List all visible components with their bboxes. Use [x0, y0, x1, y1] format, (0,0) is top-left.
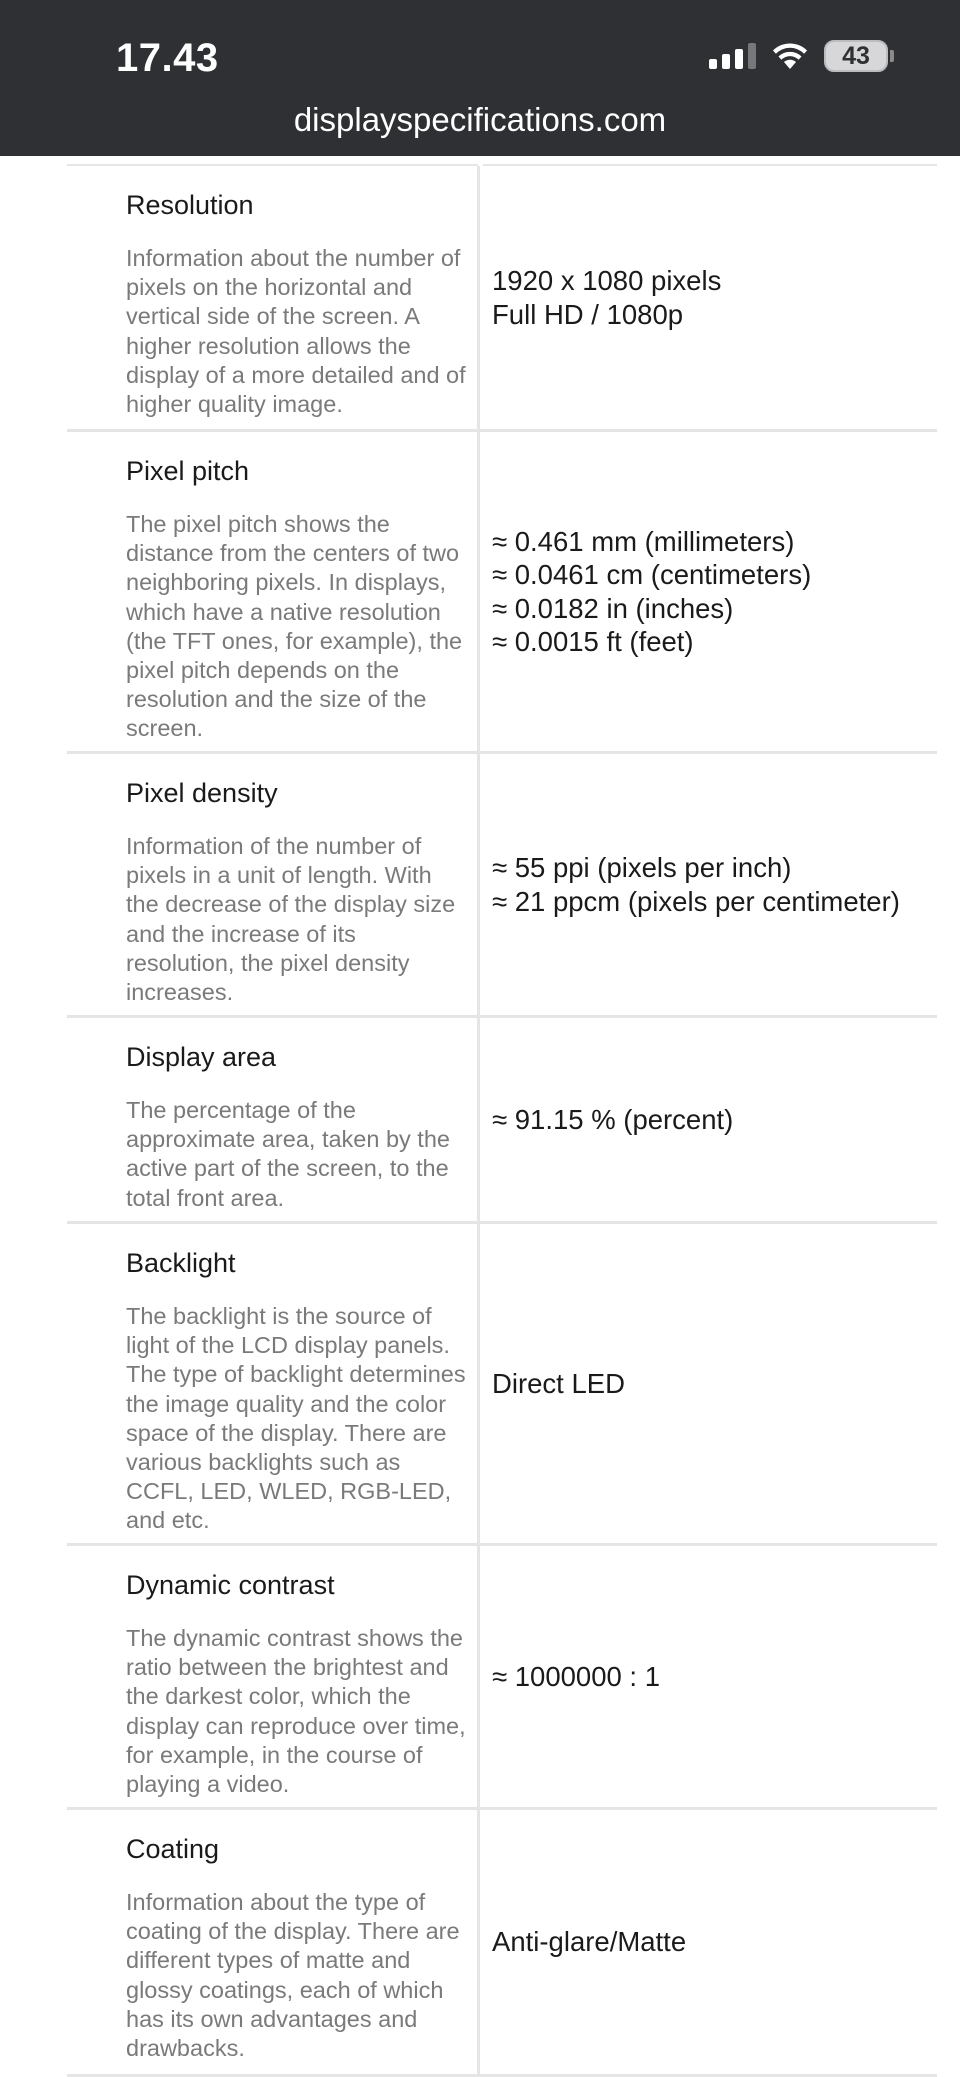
spec-label-cell: [67, 1224, 480, 1543]
spec-values: [483, 525, 811, 659]
spec-title: Backlight: [126, 1248, 236, 1278]
spec-values: [483, 851, 900, 918]
spec-label-cell: [67, 1810, 480, 2074]
spec-row-resolution: [67, 166, 937, 432]
wifi-icon: [770, 41, 810, 71]
spec-label-cell: [67, 754, 480, 1015]
spec-label-cell: [67, 166, 480, 429]
spec-value-cell: [483, 166, 937, 429]
spec-value: ≈ 0.461 mm (millimeters): [492, 525, 795, 557]
spec-values: [483, 1925, 686, 1959]
signal-icon: [709, 43, 756, 69]
spec-value: ≈ 1000000 : 1: [492, 1660, 661, 1692]
spec-label-cell: [67, 432, 480, 751]
spec-values: [483, 264, 721, 331]
spec-value: 1920 x 1080 pixels: [492, 265, 722, 296]
battery-icon: [824, 40, 894, 72]
table-top-border: [67, 156, 937, 166]
spec-title: Coating: [126, 1834, 220, 1864]
spec-value: ≈ 0.0461 cm (centimeters): [492, 559, 812, 590]
spec-row-display-area: [67, 1018, 937, 1224]
spec-value: ≈ 91.15 % (percent): [492, 1103, 734, 1135]
spec-value: ≈ 55 ppi (pixels per inch): [492, 852, 792, 883]
spec-value: ≈ 21 ppcm (pixels per centimeter): [492, 885, 900, 917]
battery-level: 43: [824, 40, 888, 72]
spec-description: Information about the number of pixels on the horizontal and vertical side of the screen. A higher resolution allows the display of a more detailed and of higher quality image.: [126, 245, 466, 418]
status-icons: [709, 36, 894, 76]
spec-title: Pixel pitch: [126, 456, 250, 486]
status-time: 17.43: [116, 36, 219, 80]
spec-row-dynamic-contrast: [67, 1546, 937, 1810]
spec-values: [483, 1103, 733, 1137]
spec-description: The backlight is the source of light of the LCD display panels. The type of backlight determines the image quality and the color space of the display. There are various backlights such as CCFL, LED, WLED, RGB-LED, and etc.: [126, 1303, 466, 1534]
spec-label-cell: [67, 1546, 480, 1807]
spec-description: The dynamic contrast shows the ratio between the brightest and the darkest color, which the display can reproduce over time, for example, in the course of playing a video.: [126, 1625, 466, 1798]
spec-description: The percentage of the approximate area, taken by the active part of the screen, to the total front area.: [126, 1097, 450, 1211]
spec-label-cell: [67, 1018, 480, 1221]
spec-value: ≈ 0.0182 in (inches): [492, 592, 734, 624]
spec-value-cell: [483, 1810, 937, 2074]
spec-row-pixel-pitch: [67, 432, 937, 754]
spec-value-cell: [483, 1018, 937, 1221]
spec-description: The pixel pitch shows the distance from the centers of two neighboring pixels. In displays, which have a native resolution (the TFT ones, for example), the pixel pitch depends on the resolution and the size of the screen.: [126, 511, 463, 742]
spec-value-cell: [483, 432, 937, 751]
spec-value-cell: [483, 1224, 937, 1543]
spec-row-backlight: [67, 1224, 937, 1546]
spec-value-cell: [483, 1546, 937, 1807]
spec-description: Information of the number of pixels in a unit of length. With the decrease of the display size and the increase of its resolution, the pixel density increases.: [126, 833, 456, 1006]
spec-values: [483, 1660, 660, 1694]
spec-title: Resolution: [126, 190, 254, 220]
spec-value: Direct LED: [492, 1367, 625, 1399]
spec-value: Anti-glare/Matte: [492, 1926, 687, 1958]
spec-title: Display area: [126, 1042, 277, 1072]
browser-top-bar: [0, 0, 960, 156]
spec-description: Information about the type of coating of the display. There are different types of matte and glossy coatings, each of which has its own advantages and drawbacks.: [126, 1889, 460, 2062]
spec-row-pixel-density: [67, 754, 937, 1018]
spec-value-cell: [483, 754, 937, 1015]
address-bar-url[interactable]: displayspecifications.com: [293, 101, 667, 138]
spec-value: Full HD / 1080p: [492, 298, 684, 330]
spec-value: ≈ 0.0015 ft (feet): [492, 626, 694, 657]
spec-title: Pixel density: [126, 778, 278, 808]
spec-title: Dynamic contrast: [126, 1570, 335, 1600]
spec-values: [483, 1367, 625, 1401]
spec-row-coating: [67, 1810, 937, 2077]
